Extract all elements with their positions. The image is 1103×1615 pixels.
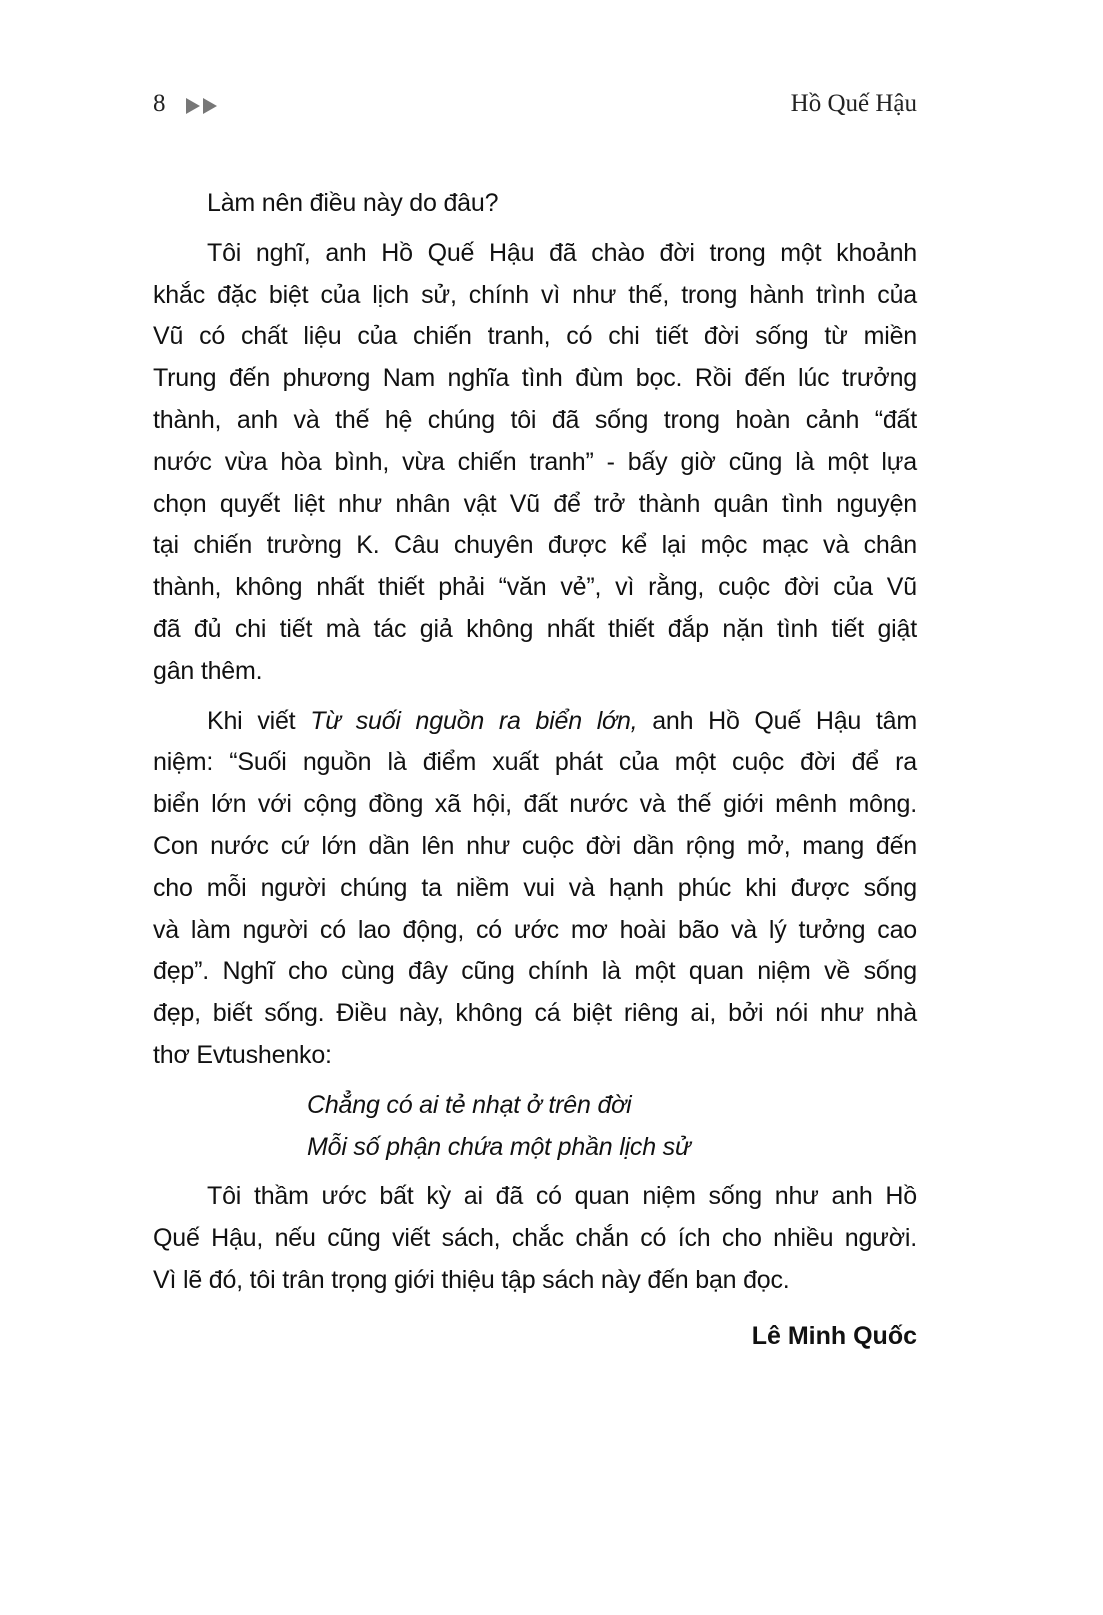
signature: Lê Minh Quốc	[751, 1322, 917, 1350]
running-title: Hồ Quế Hậu	[790, 90, 917, 117]
text-line: đẹp, biết sống. Điều này, không cá biệt riêng ai, bởi nói như nhà	[153, 999, 917, 1028]
text-line: Vũ có chất liệu của chiến tranh, có chi tiết đời sống từ miền	[153, 322, 917, 351]
text-line: thành, không nhất thiết phải “văn vẻ”, vì rằng, cuộc đời của Vũ	[153, 573, 917, 602]
text-line: gân thêm.	[153, 656, 263, 685]
arrow-icons	[186, 98, 217, 114]
text-line: Làm nên điều này do đâu?	[207, 189, 499, 217]
text-line: Trung đến phương Nam nghĩa tình đùm bọc. Rồi đến lúc trưởng	[153, 364, 917, 393]
text-line	[153, 701, 917, 743]
text-line: Tôi thầm ước bất kỳ ai đã có quan niệm sống như anh Hồ	[207, 1182, 917, 1211]
poem	[153, 1085, 917, 1169]
book-title: Từ suối nguồn ra biển lớn,	[310, 706, 638, 735]
text-line: khắc đặc biệt của lịch sử, chính vì như thế, trong hành trình của	[153, 280, 917, 309]
text-line: và làm người có lao động, có ước mơ hoài bão và lý tưởng cao	[153, 915, 917, 944]
text-line: thơ Evtushenko:	[153, 1040, 332, 1069]
paragraph	[153, 183, 917, 225]
text-line: thành, anh và thế hệ chúng tôi đã sống trong hoàn cảnh “đất	[153, 405, 917, 434]
text-line: cho mỗi người chúng ta niềm vui và hạnh phúc khi được sống	[153, 873, 917, 902]
poem-line: Chẳng có ai tẻ nhạt ở trên đời	[307, 1090, 632, 1119]
text-line: niệm: “Suối nguồn là điểm xuất phát của một cuộc đời để ra	[153, 748, 917, 777]
triangle-right-icon	[203, 98, 217, 114]
text-line: Tôi nghĩ, anh Hồ Quế Hậu đã chào đời trong một khoảnh	[207, 238, 917, 267]
page-number: 8	[153, 90, 166, 117]
text-segment: Khi viết	[207, 706, 311, 735]
paragraph	[153, 1176, 917, 1301]
text-line: Vì lẽ đó, tôi trân trọng giới thiệu tập sách này đến bạn đọc.	[153, 1265, 790, 1294]
text-line: nước vừa hòa bình, vừa chiến tranh” - bấy giờ cũng là một lựa	[153, 447, 917, 476]
paragraph	[153, 701, 917, 1077]
text-line: đã đủ chi tiết mà tác giả không nhất thiết đắp nặn tình tiết giật	[153, 614, 917, 643]
text-line: biển lớn với cộng đồng xã hội, đất nước và thế giới mênh mông.	[153, 790, 917, 819]
text-line: đẹp”. Nghĩ cho cùng đây cũng chính là một quan niệm về sống	[153, 957, 917, 986]
text-line: Quế Hậu, nếu cũng viết sách, chắc chắn có ích cho nhiều người.	[153, 1224, 917, 1253]
triangle-right-icon	[186, 98, 200, 114]
poem-line: Mỗi số phận chứa một phần lịch sử	[307, 1132, 691, 1161]
text-line: tại chiến trường K. Câu chuyên được kể lại mộc mạc và chân	[153, 531, 917, 560]
body-text	[153, 183, 917, 1310]
text-line: Con nước cứ lớn dần lên như cuộc đời dần rộng mở, mang đến	[153, 831, 917, 860]
text-line: chọn quyết liệt như nhân vật Vũ để trở thành quân tình nguyện	[153, 489, 917, 518]
paragraph	[153, 233, 917, 693]
text-segment: anh Hồ Quế Hậu tâm	[637, 706, 917, 735]
